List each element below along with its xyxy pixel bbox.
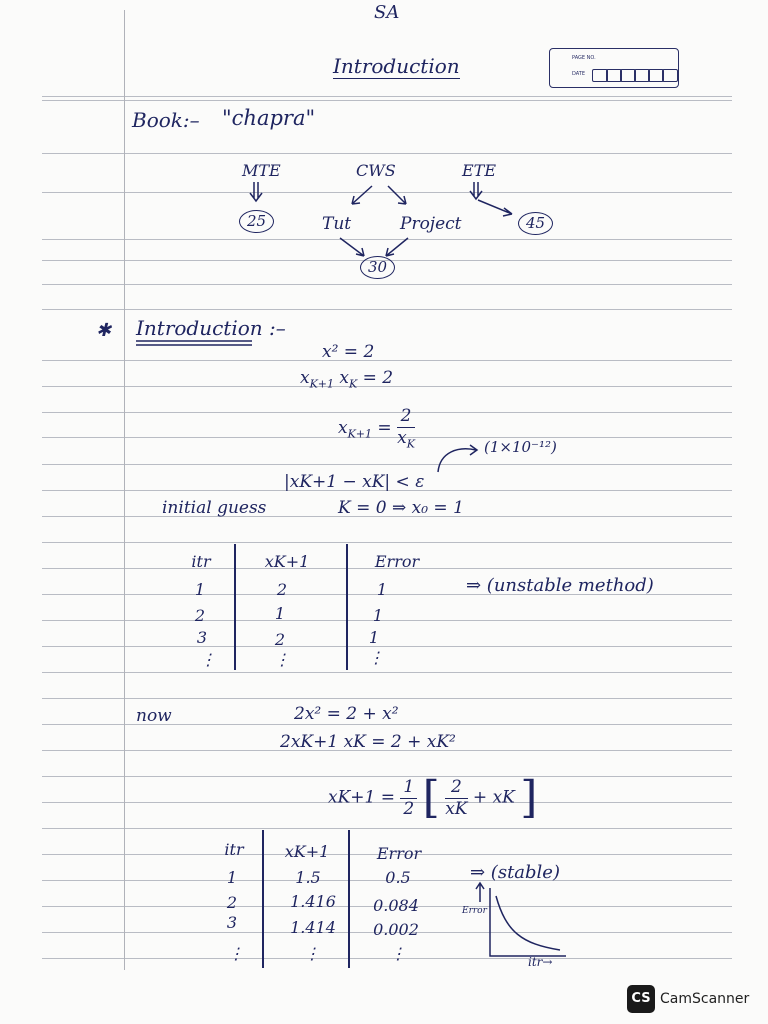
- ete-value-text: 45: [518, 212, 553, 235]
- table1-row4-error: ⋮: [368, 648, 384, 667]
- eq4-inner-num: 2: [445, 779, 467, 799]
- eq4-left-bracket: [: [422, 772, 440, 823]
- eq3-num: 2: [397, 408, 415, 428]
- table2-row3-error: 0.002: [373, 920, 419, 939]
- table1-row3-error: 1: [368, 628, 380, 647]
- now-eq-3: [328, 772, 538, 823]
- now-eq-2: 2xK+1 xK = 2 + xK²: [280, 732, 456, 752]
- table1-row1-error: 1: [376, 580, 388, 599]
- eq4-inner-fraction: [445, 776, 468, 819]
- table2-row1-error: 0.5: [385, 868, 411, 887]
- table2-row3-x: 1.414: [290, 918, 336, 937]
- table2-row1-x: 1.5: [295, 868, 321, 887]
- ete-arrow: [470, 182, 482, 199]
- mte-label: MTE: [242, 161, 281, 180]
- table1-row1-itr: 1: [194, 580, 206, 599]
- table1-row2-x: 1: [274, 604, 286, 623]
- table1-row4-x: ⋮: [274, 650, 290, 669]
- eq2-sub-a: K+1: [309, 377, 335, 391]
- cws-label: CWS: [356, 161, 396, 180]
- table1-row3-itr: 3: [196, 628, 208, 647]
- eq2-x2: x: [334, 368, 350, 388]
- table1-divider-2: [346, 544, 348, 670]
- eq3-den: [397, 428, 415, 449]
- page-no-label: PAGE NO.: [572, 55, 596, 61]
- table2-header-x: xK+1: [284, 842, 330, 861]
- eq4-half-den: 2: [403, 798, 415, 819]
- project-label: Project: [400, 214, 462, 234]
- eq3-sub: K+1: [347, 427, 373, 441]
- tut-to-30-arrow: [340, 238, 364, 256]
- equation-2: [300, 370, 393, 389]
- eq3-eq: =: [372, 418, 398, 439]
- camscanner-logo: CS: [627, 985, 655, 1013]
- table2-row4-error: ⋮: [390, 944, 406, 963]
- mte-arrow: [250, 182, 262, 201]
- ete-label: ETE: [462, 161, 497, 180]
- cws-right-arrow: [388, 186, 406, 204]
- ete-to-45-arrow: [478, 200, 512, 216]
- eq4-lhs: xK+1 =: [328, 787, 401, 808]
- eq3-den-sub: K: [406, 437, 415, 451]
- eq2-sub-b: K: [349, 377, 358, 391]
- eq3-lhs: x: [338, 418, 348, 439]
- table2-row4-x: ⋮: [304, 944, 320, 963]
- graph-x-label: itr→: [528, 955, 553, 969]
- eq4-half: [400, 776, 417, 819]
- eq4-inner-den: xK: [445, 798, 468, 819]
- table2-header-itr: itr: [224, 840, 244, 859]
- equation-3: [338, 408, 415, 449]
- star-bullet: ✱: [96, 320, 112, 341]
- table1-row2-error: 1: [372, 606, 384, 625]
- date-label: DATE: [572, 71, 586, 77]
- eq4-plus: + xK: [472, 787, 515, 808]
- stable-note: ⇒ (stable): [470, 862, 560, 883]
- heading-underline: [136, 341, 252, 345]
- eq2-x: x: [300, 368, 310, 388]
- now-eq-1: 2x² = 2 + x²: [294, 704, 399, 724]
- table2-row2-itr: 2: [226, 893, 238, 912]
- book-name: "chapra": [222, 106, 316, 130]
- camscanner-brand: CamScanner: [660, 991, 750, 1007]
- table1-row4-itr: ⋮: [200, 650, 216, 669]
- eq3-den-x: x: [397, 428, 407, 448]
- stop-criterion: |xK+1 − xK| < ε: [284, 472, 425, 492]
- eq3-fraction: [397, 408, 415, 449]
- cws-value-text: 30: [360, 256, 395, 279]
- table1-row2-itr: 2: [194, 606, 206, 625]
- graph-curve: [496, 896, 560, 950]
- initial-guess-value: K = 0 ⇒ x₀ = 1: [338, 498, 464, 518]
- equation-1: x² = 2: [322, 342, 375, 362]
- cws-left-arrow: [352, 186, 372, 204]
- initial-guess-label: initial guess: [162, 498, 267, 518]
- table1-row1-x: 2: [276, 580, 288, 599]
- mte-value-text: 25: [239, 210, 274, 233]
- eq4-right-bracket: ]: [520, 772, 538, 823]
- tut-label: Tut: [322, 214, 352, 234]
- page-mark: SA: [374, 2, 400, 23]
- eq4-half-num: 1: [400, 779, 417, 799]
- graph-axes: [490, 888, 566, 956]
- table2-header-error: Error: [376, 844, 422, 863]
- graph-y-arrow: [476, 883, 484, 902]
- table2-row1-itr: 1: [226, 868, 238, 887]
- tolerance-arrow: [438, 445, 477, 472]
- table2-row3-itr: 3: [226, 913, 238, 932]
- eq2-tail: = 2: [357, 368, 394, 388]
- table2-row2-error: 0.084: [373, 896, 419, 915]
- project-to-30-arrow: [386, 238, 408, 256]
- table1-header-itr: itr: [191, 552, 211, 571]
- page-title: Introduction: [333, 54, 460, 78]
- graph-y-label: Error: [462, 906, 487, 916]
- tolerance: (1×10⁻¹²): [484, 438, 557, 456]
- book-label: Book:–: [132, 108, 200, 132]
- table2-row2-x: 1.416: [290, 892, 336, 911]
- table2-divider-2: [348, 830, 350, 968]
- table2-row4-itr: ⋮: [228, 944, 244, 963]
- section-heading: Introduction :–: [136, 316, 286, 340]
- table1-row3-x: 2: [274, 630, 286, 649]
- now-label: now: [136, 706, 172, 726]
- unstable-note: ⇒ (unstable method): [466, 575, 654, 596]
- table2-divider-1: [262, 830, 264, 968]
- table1-header-x: xK+1: [264, 552, 310, 571]
- table1-divider-1: [234, 544, 236, 670]
- table1-header-error: Error: [374, 552, 420, 571]
